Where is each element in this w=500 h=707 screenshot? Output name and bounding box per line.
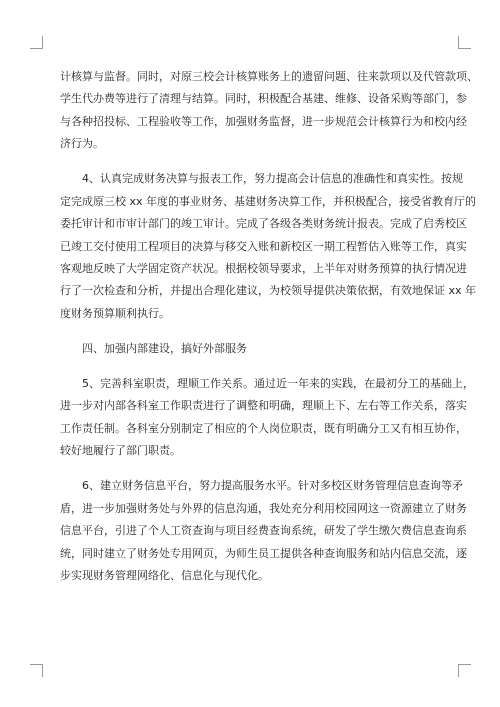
paragraph — [60, 168, 477, 325]
text-line: 4、认真完成财务决算与报表工作，努力提高会计信息的准确性和真实性。按规 — [82, 172, 463, 186]
text-line: 行了一次检查和分析，并提出合理化建议，为校领导提供决策依据，有效地保证 xx 年 — [60, 284, 477, 298]
paragraph — [60, 475, 467, 587]
text-line: 步实现财务管理网络化、信息化与现代化。 — [60, 569, 269, 582]
crop-mark-bottom-left — [30, 664, 43, 677]
text-line: 进一步对内部各科室工作职责进行了调整和明确，理顺上下、左右等工作关系，落实 — [60, 399, 467, 413]
text-line: 已竣工交付使用工程项目的决算与移交入账和新校区一期工程暂估入账等工作，真实 — [60, 239, 467, 253]
text-line: 济行为。 — [60, 137, 104, 151]
text-line: 较好地履行了部门职责。 — [60, 444, 181, 458]
paragraph — [60, 338, 440, 360]
text-line: 工作责任制。各科室分别制定了相应的个人岗位职责，既有明确分工又有相互协作， — [60, 421, 467, 435]
text-line: 计核算与监督。同时，对原三校会计核算账务上的遗留问题、往来款项以及代管款项、 — [60, 70, 478, 83]
text-line: 5、完善科室职责，理顺工作关系。通过近一年来的实践，在最初分工的基础上， — [82, 377, 474, 391]
text-line: 统，同时建立了财务处专用网页，为师生员工提供各种查询服务和站内信息交流，逐 — [60, 546, 467, 560]
text-line: 盾，进一步加强财务处与外界的信息沟通，我处充分利用校园网这一资源建立了财务 — [60, 501, 467, 515]
crop-mark-bottom-right — [458, 664, 471, 677]
crop-mark-top-left — [30, 36, 43, 49]
text-line: 四、加强内部建设，搞好外部服务 — [82, 341, 247, 355]
document-body — [60, 66, 478, 587]
text-line: 6、建立财务信息平台，努力提高服务水平。针对多校区财务管理信息查询等矛 — [82, 479, 463, 493]
text-line: 信息平台，引进了个人工资查询与项目经费查询系统，研发了学生缴欠费信息查询系 — [60, 524, 467, 538]
text-line: 定完成原三校 xx 年度的事业财务、基建财务决算工作，并积极配合，接受省教育厅的 — [60, 194, 477, 208]
paragraph — [60, 66, 478, 156]
text-line: 度财务预算顺利执行。 — [60, 306, 170, 320]
text-line: 委托审计和市审计部门的竣工审计。完成了各级各类财务统计报表。完成了启秀校区 — [60, 217, 467, 231]
text-line: 学生代办费等进行了清理与结算。同时，积极配合基建、维修、设备采购等部门，参 — [60, 92, 467, 106]
paragraph — [60, 373, 474, 463]
text-line: 与各种招投标、工程验收等工作，加强财务监督，进一步规范会计核算行为和校内经 — [60, 114, 467, 128]
crop-mark-top-right — [458, 36, 471, 49]
text-line: 客观地反映了大学固定资产状况。根据校领导要求，上半年对财务预算的执行情况进 — [60, 261, 467, 275]
